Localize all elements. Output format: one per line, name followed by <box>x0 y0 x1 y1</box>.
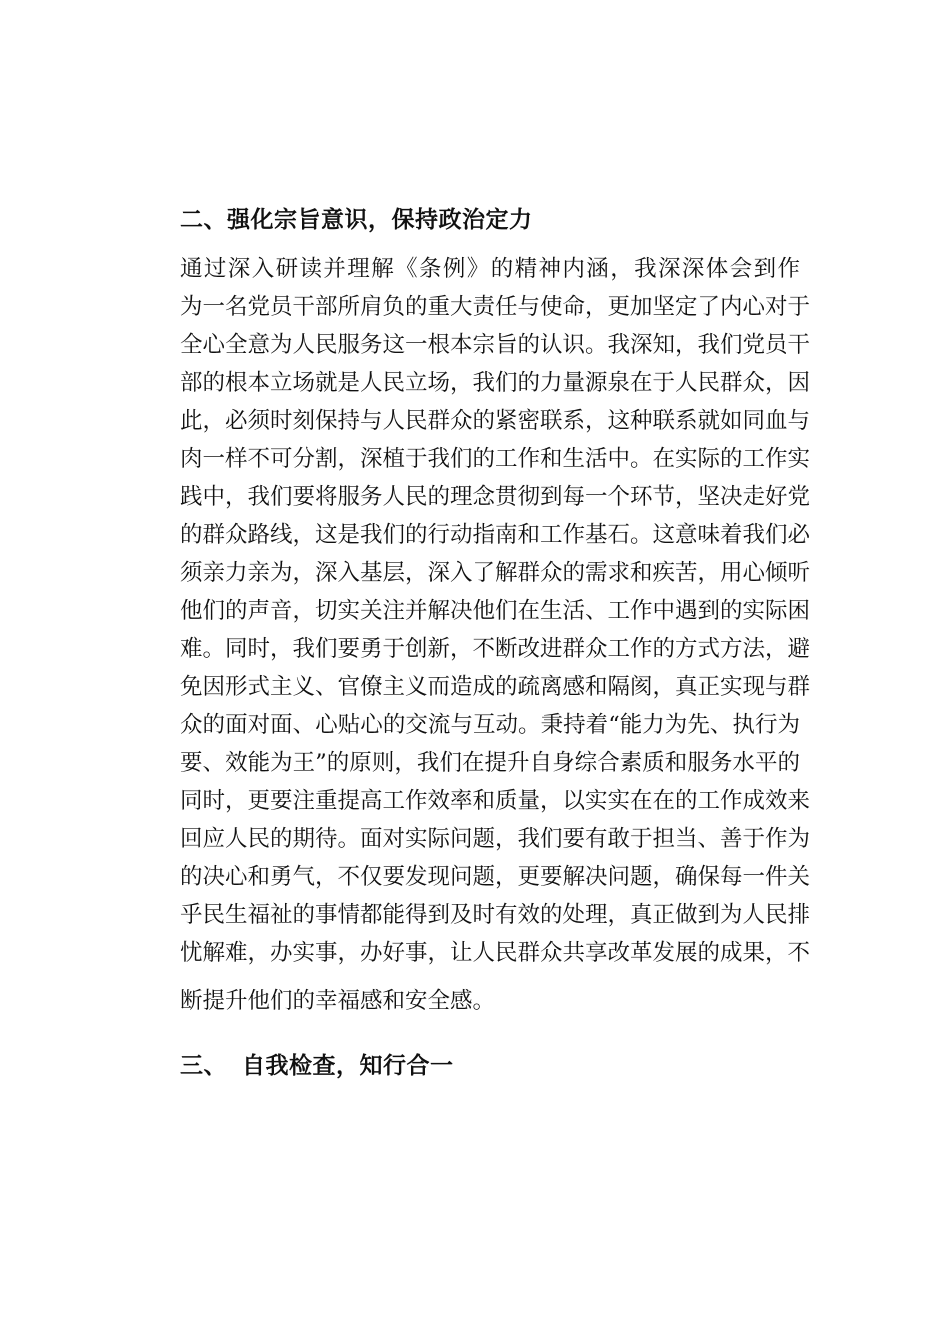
section-three-number: 三、 <box>180 1053 227 1079</box>
paragraph-line: 他们的声音，切实关注并解决他们在生活、工作中遇到的实际困 <box>180 598 811 624</box>
paragraph-line: 难。同时，我们要勇于创新，不断改进群众工作的方式方法，避 <box>180 636 811 662</box>
paragraph-line: 忧解难，办实事，办好事，让人民群众共享改革发展的成果，不 <box>180 940 811 966</box>
paragraph-line: 此，必须时刻保持与人民群众的紧密联系，这种联系就如同血与 <box>180 408 811 434</box>
paragraph-line: 全心全意为人民服务这一根本宗旨的认识。我深知，我们党员干 <box>180 332 811 358</box>
paragraph-line: 通过深入研读并理解《条例》的精神内涵，我深深体会到作 <box>180 256 800 282</box>
paragraph-line: 肉一样不可分割，深植于我们的工作和生活中。在实际的工作实 <box>180 446 811 472</box>
section-two-paragraph <box>180 250 811 1020</box>
paragraph-line: 同时，更要注重提高工作效率和质量，以实实在在的工作成效来 <box>180 788 811 814</box>
paragraph-line: 免因形式主义、官僚主义而造成的疏离感和隔阂，真正实现与群 <box>180 674 811 700</box>
section-three-heading <box>180 1047 454 1080</box>
paragraph-line: 为一名党员干部所肩负的重大责任与使命，更加坚定了内心对于 <box>180 294 811 320</box>
paragraph-line: 要、效能为王”的原则，我们在提升自身综合素质和服务水平的 <box>180 750 800 776</box>
section-three-title: 自我检查，知行合一 <box>242 1053 454 1079</box>
paragraph-line: 众的面对面、心贴心的交流与互动。秉持着“能力为先、执行为 <box>180 712 800 738</box>
paragraph-line: 的决心和勇气，不仅要发现问题，更要解决问题，确保每一件关 <box>180 864 811 890</box>
paragraph-line: 部的根本立场就是人民立场，我们的力量源泉在于人民群众，因 <box>180 370 811 396</box>
paragraph-line: 回应人民的期待。面对实际问题，我们要有敢于担当、善于作为 <box>180 826 811 852</box>
paragraph-line: 须亲力亲为，深入基层，深入了解群众的需求和疾苦，用心倾听 <box>180 560 811 586</box>
paragraph-line: 的群众路线，这是我们的行动指南和工作基石。这意味着我们必 <box>180 522 811 548</box>
section-two-heading: 二、强化宗旨意识，保持政治定力 <box>180 207 533 233</box>
paragraph-line: 乎民生福祉的事情都能得到及时有效的处理，真正做到为人民排 <box>180 902 811 928</box>
paragraph-line: 践中，我们要将服务人民的理念贯彻到每一个环节，坚决走好党 <box>180 484 811 510</box>
paragraph-line: 断提升他们的幸福感和安全感。 <box>180 988 496 1014</box>
